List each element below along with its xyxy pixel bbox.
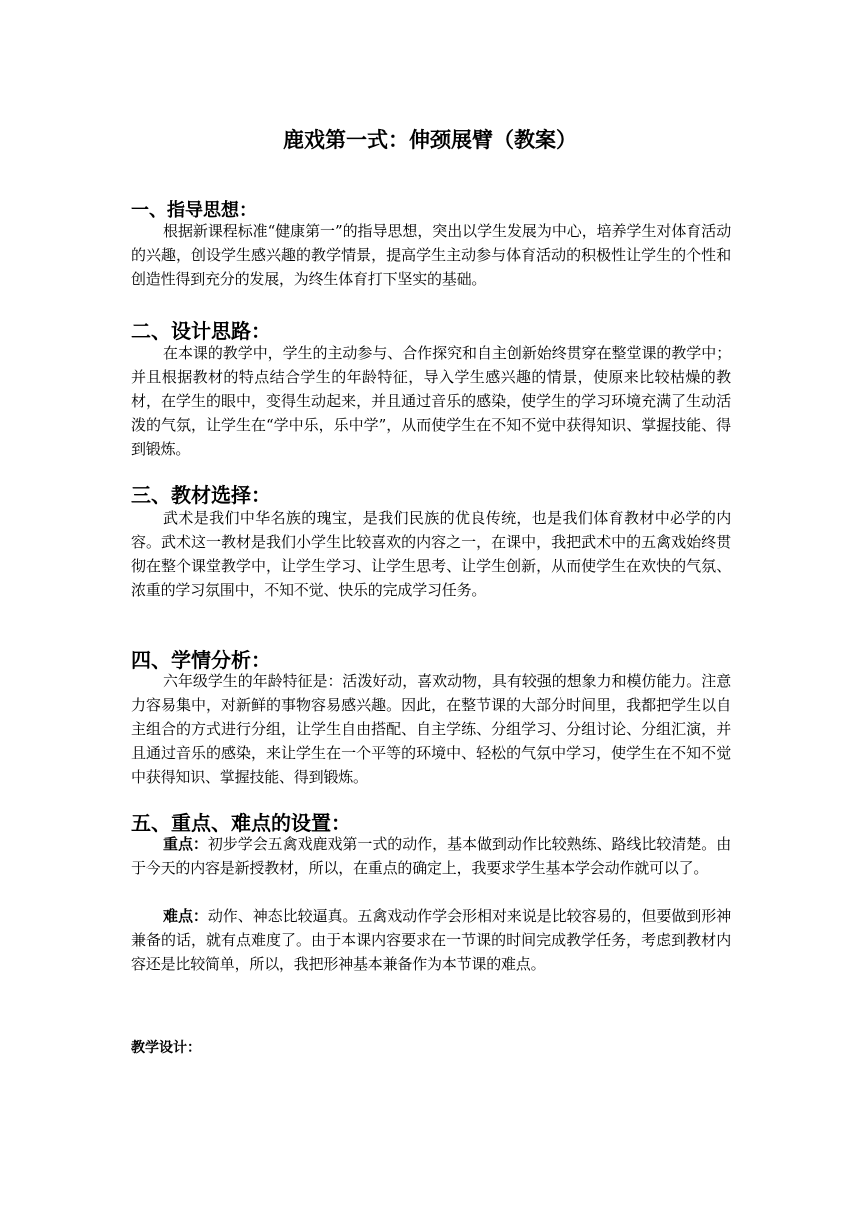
document-title: 鹿戏第一式：伸颈展臂（教案）	[283, 128, 577, 152]
section-paragraph-guiding-idea: 根据新课程标准“健康第一”的指导思想，突出以学生发展为中心，培养学生对体育活动的兴趣，创设学生感兴趣的教学情景，提高学生主动参与体育活动的积极性让学生的个性和创造性得到充分的发展，为终生体育打下坚实的基础。	[131, 222, 731, 288]
key-point-paragraph	[131, 832, 731, 880]
difficulty-label: 难点：	[163, 907, 208, 925]
section-heading-key-difficult-points: 五、重点、难点的设置：	[131, 811, 351, 835]
section-paragraph-material-choice: 武术是我们中华名族的瑰宝，是我们民族的优良传统，也是我们体育教材中必学的内容。武术这一教材是我们小学生比较喜欢的内容之一，在课中，我把武术中的五禽戏始终贯彻在整个课堂教学中，让学生学习、让学生思考、让学生创新，从而使学生在欢快的气氛、浓重的学习氛围中，不知不觉、快乐的完成学习任务。	[131, 509, 731, 599]
teaching-design-label: 教学设计：	[131, 1040, 201, 1056]
difficulty-text: 动作、神态比较逼真。五禽戏动作学会形相对来说是比较容易的，但要做到形神兼备的话，就有点难度了。由于本课内容要求在一节课的时间完成教学任务，考虑到教材内容还是比较简单，所以，我把形神基本兼备作为本节课的难点。	[131, 907, 731, 973]
section-heading-student-analysis: 四、学情分析：	[131, 648, 271, 672]
section-heading-design-idea: 二、设计思路：	[131, 319, 271, 343]
key-point-text: 初步学会五禽戏鹿戏第一式的动作，基本做到动作比较熟练、路线比较清楚。由于今天的内容是新授教材，所以，在重点的确定上，我要求学生基本学会动作就可以了。	[131, 835, 731, 877]
section-heading-material-choice: 三、教材选择：	[131, 483, 271, 507]
section-paragraph-student-analysis: 六年级学生的年龄特征是：活泼好动，喜欢动物，具有较强的想象力和模仿能力。注意力容易集中，对新鲜的事物容易感兴趣。因此，在整节课的大部分时间里，我都把学生以自主组合的方式进行分组，让学生自由搭配、自主学练、分组学习、分组讨论、分组汇演，并且通过音乐的感染，来让学生在一个平等的环境中、轻松的气氛中学习，使学生在不知不觉中获得知识、掌握技能、得到锻炼。	[131, 672, 731, 786]
section-paragraph-design-idea: 在本课的教学中，学生的主动参与、合作探究和自主创新始终贯穿在整堂课的教学中；并且根据教材的特点结合学生的年龄特征，导入学生感兴趣的情景，使原来比较枯燥的教材，在学生的眼中，变得生动起来，并且通过音乐的感染，使学生的学习环境充满了生动活泼的气氛，让学生在“学中乐，乐中学”，从而使学生在不知不觉中获得知识、掌握技能、得到锻炼。	[131, 344, 731, 458]
key-point-label: 重点：	[163, 835, 208, 853]
section-heading-guiding-idea: 一、指导思想：	[131, 200, 257, 221]
difficulty-paragraph	[131, 904, 731, 976]
